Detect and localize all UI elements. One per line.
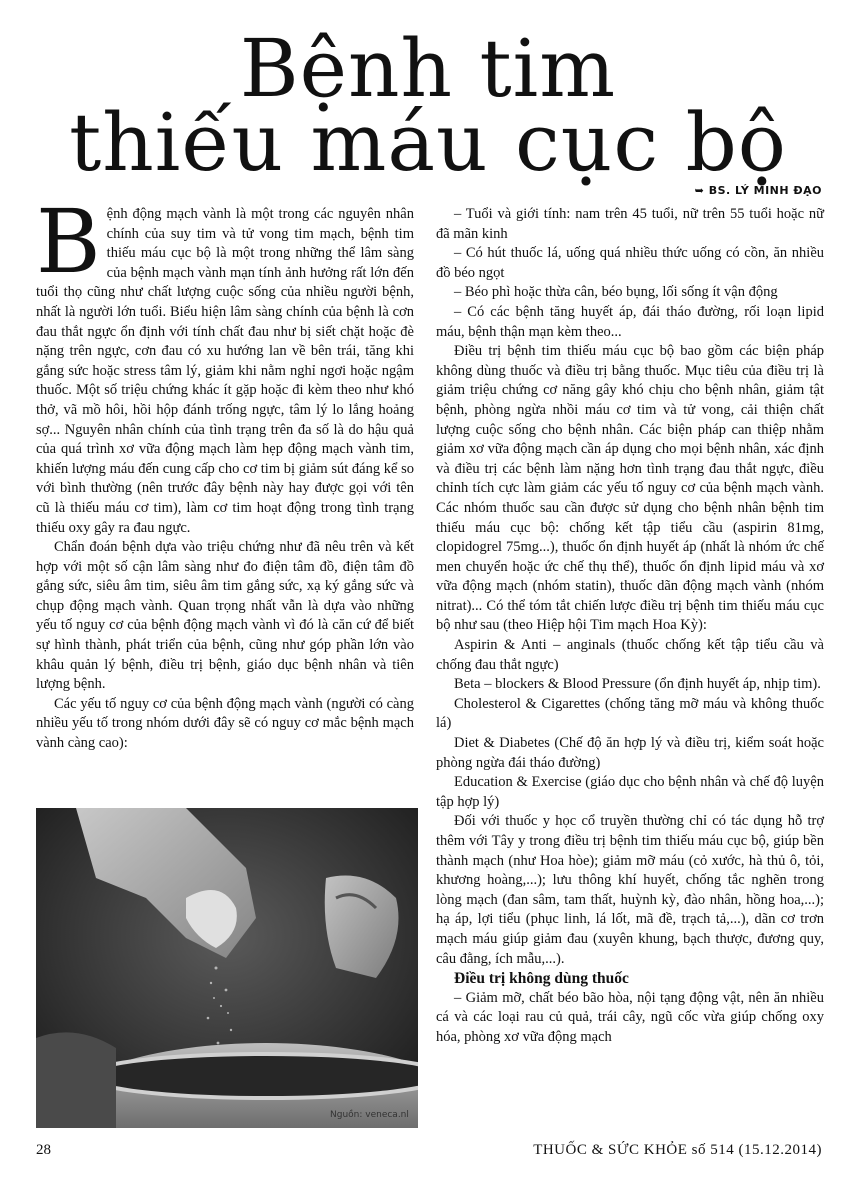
left-paragraph-2: Chẩn đoán bệnh dựa vào triệu chứng như đã nêu trên và kết hợp với một số cận lâm sàng như đo điện tâm đồ, điện tâm đồ gắng sức, siêu âm tim, siêu âm tim gắng sức, xạ ký gắng sức và chụp động mạch vành. Quan trọng nhất vẫn là dựa vào những yếu tố nguy cơ của bệnh động mạch vành vì đó là căn cứ để biết sự hình thành, phát triển của bệnh, cũng như góp phần lớn vào khâu quản lý bệnh, điều trị bệnh, giáo dục bệnh nhân và tiên lượng bệnh.: [36, 539, 414, 693]
section-heading: Điều trị không dùng thuốc: [454, 970, 629, 988]
title-line-1: Bệnh tim: [239, 22, 617, 115]
photo-hands-salt: [36, 808, 418, 1128]
drop-cap: B: [36, 190, 101, 293]
risk-factor-2: – Có hút thuốc lá, uống quá nhiều thức uống có cồn, ăn nhiều đồ béo ngọt: [436, 245, 824, 281]
page-number: 28: [36, 1142, 51, 1158]
left-column: [36, 190, 414, 754]
risk-factor-3: – Béo phì hoặc thừa cân, béo bụng, lối sống ít vận động: [454, 284, 778, 301]
strategy-d: Diet & Diabetes (Chế độ ăn hợp lý và điều trị, kiểm soát hoặc phòng ngừa đái tháo đường): [436, 735, 824, 771]
right-paragraph-3: – Giảm mỡ, chất béo bão hòa, nội tạng động vật, nên ăn nhiều cá và các loại rau củ quả, trái cây, ngũ cốc vừa giúp chống oxy hóa, phòng xơ vữa động mạch: [436, 989, 824, 1045]
magazine-issue: THUỐC & SỨC KHỎE số 514 (15.12.2014): [533, 1142, 822, 1158]
right-paragraph-2: Đối với thuốc y học cổ truyền thường chỉ có tác dụng hỗ trợ thêm với Tây y trong điều trị bệnh tim thiếu máu cục bộ, giúp bền thành mạch (như Hoa hòe); giảm mỡ máu (cỏ xước, hà thủ ô, tỏi, khương hoàng,...); lưu thông khí huyết, chống tắc nghẽn trong lòng mạch (đan sâm, tam thất, huỳnh kỳ, đào nhân, hồng hoa,...); hạ áp, lợi tiểu (phục linh, lá lốt, mã đề, trạch tả,...), dãn cơ trơn mạch máu giúp giảm đau (xuyên khung, bạch thược, đương quy, câu đằng, ích mẫu,...).: [436, 813, 824, 967]
strategy-c: Cholesterol & Cigarettes (chống tăng mỡ máu và không thuốc lá): [436, 695, 824, 732]
title-line-2: thiếu máu cục bộ: [69, 96, 787, 189]
risk-factor-1: – Tuổi và giới tính: nam trên 45 tuổi, nữ trên 55 tuổi hoặc nữ đã mãn kinh: [436, 206, 824, 242]
photo-illustration: [36, 808, 418, 1128]
strategy-a: Aspirin & Anti – anginals (thuốc chống kết tập tiểu cầu và chống đau thắt ngực): [436, 637, 824, 673]
strategy-b: Beta – blockers & Blood Pressure (ổn định huyết áp, nhịp tim).: [454, 676, 821, 693]
author-byline: ➥ BS. LÝ MINH ĐẠO: [694, 184, 822, 197]
left-paragraph-1-text: ệnh động mạch vành là một trong các nguyên nhân chính của suy tim và tử vong tim mạch, bệnh tim thiếu máu cục bộ là một trong những thể lâm sàng của bệnh mạch vành mạn tính ảnh hưởng rất lớn đến tuổi thọ cũng như chất lượng cuộc sống của nhiều người bệnh, nhất là người lớn tuổi. Biểu hiện lâm sàng chính của bệnh là cơn đau thắt ngực ổn định với tính chất đau như bị siết chặt hoặc đè nặng trên ngực, cơn đau có xu hướng lan về bên trái, tăng khi gắng sức hoặc stress tâm lý, giảm khi nằm nghỉ ngơi hoặc ngậm thuốc. Một số triệu chứng khác ít gặp hoặc đi kèm theo như khó thở, vã mồ hôi, hồi hộp đánh trống ngực, tâm lý lo lắng hoảng sợ... Nguyên nhân chính của tình trạng trên đa số là do hậu quả của quá trình xơ vữa động mạch làm hẹp động mạch vành tim, khiến lượng máu đến cung cấp cho cơ tim bị giảm sút đáng kể so với bình thường (nên trước đây bệnh này hay được gọi với tên cũ là thiếu máu cơ tim), làm cơ tim hoạt động trong tình trạng thiếu oxy gây ra đau ngực.: [36, 206, 414, 536]
risk-factor-4: – Có các bệnh tăng huyết áp, đái tháo đường, rối loạn lipid máu, bệnh thận mạn kèm theo...: [436, 303, 824, 340]
left-paragraph-3: Các yếu tố nguy cơ của bệnh động mạch vành (người có càng nhiều yếu tố trong nhóm dưới đây sẽ có nguy cơ mắc bệnh mạch vành càng cao):: [36, 695, 414, 752]
strategy-e: Education & Exercise (giáo dục cho bệnh nhân và chế độ luyện tập hợp lý): [436, 774, 824, 810]
right-paragraph-1: Điều trị bệnh tim thiếu máu cục bộ bao gồm các biện pháp không dùng thuốc và điều trị bằng thuốc. Mục tiêu của điều trị là giảm triệu chứng cơ năng gây khó chịu cho bệnh nhân, giảm tật bệnh, phòng ngừa nhồi máu cơ tim và tử vong, cải thiện chất lượng cuộc sống cho bệnh nhân. Các biện pháp can thiệp nhằm giảm xơ vữa động mạch cần áp dụng cho mọi bệnh nhân, xác định và điều trị các bệnh làm nặng hơn tình trạng đau thắt ngực, điều chỉnh tích cực làm giảm các yếu tố nguy cơ của bệnh mạch vành. Các nhóm thuốc sau cần được sử dụng cho bệnh nhân bệnh tim thiếu máu cục bộ: chống kết tập tiểu cầu (aspirin 81mg, clopidogrel 75mg...), thuốc ổn định huyết áp (nhất là nhóm ức chế men chuyển hoặc ức chế thụ thể), thuốc ổn định lipid máu và xơ vữa động mạch (nhóm statin), thuốc dãn động mạch vành (nhóm nitrat)... Có thể tóm tắt chiến lược điều trị bệnh tim thiếu máu cục bộ như sau (theo Hiệp hội Tim mạch Hoa Kỳ):: [436, 343, 824, 634]
left-paragraph-1: [36, 190, 414, 538]
right-column: [436, 205, 824, 1048]
photo-caption: Nguồn: veneca.nl: [330, 1110, 409, 1120]
